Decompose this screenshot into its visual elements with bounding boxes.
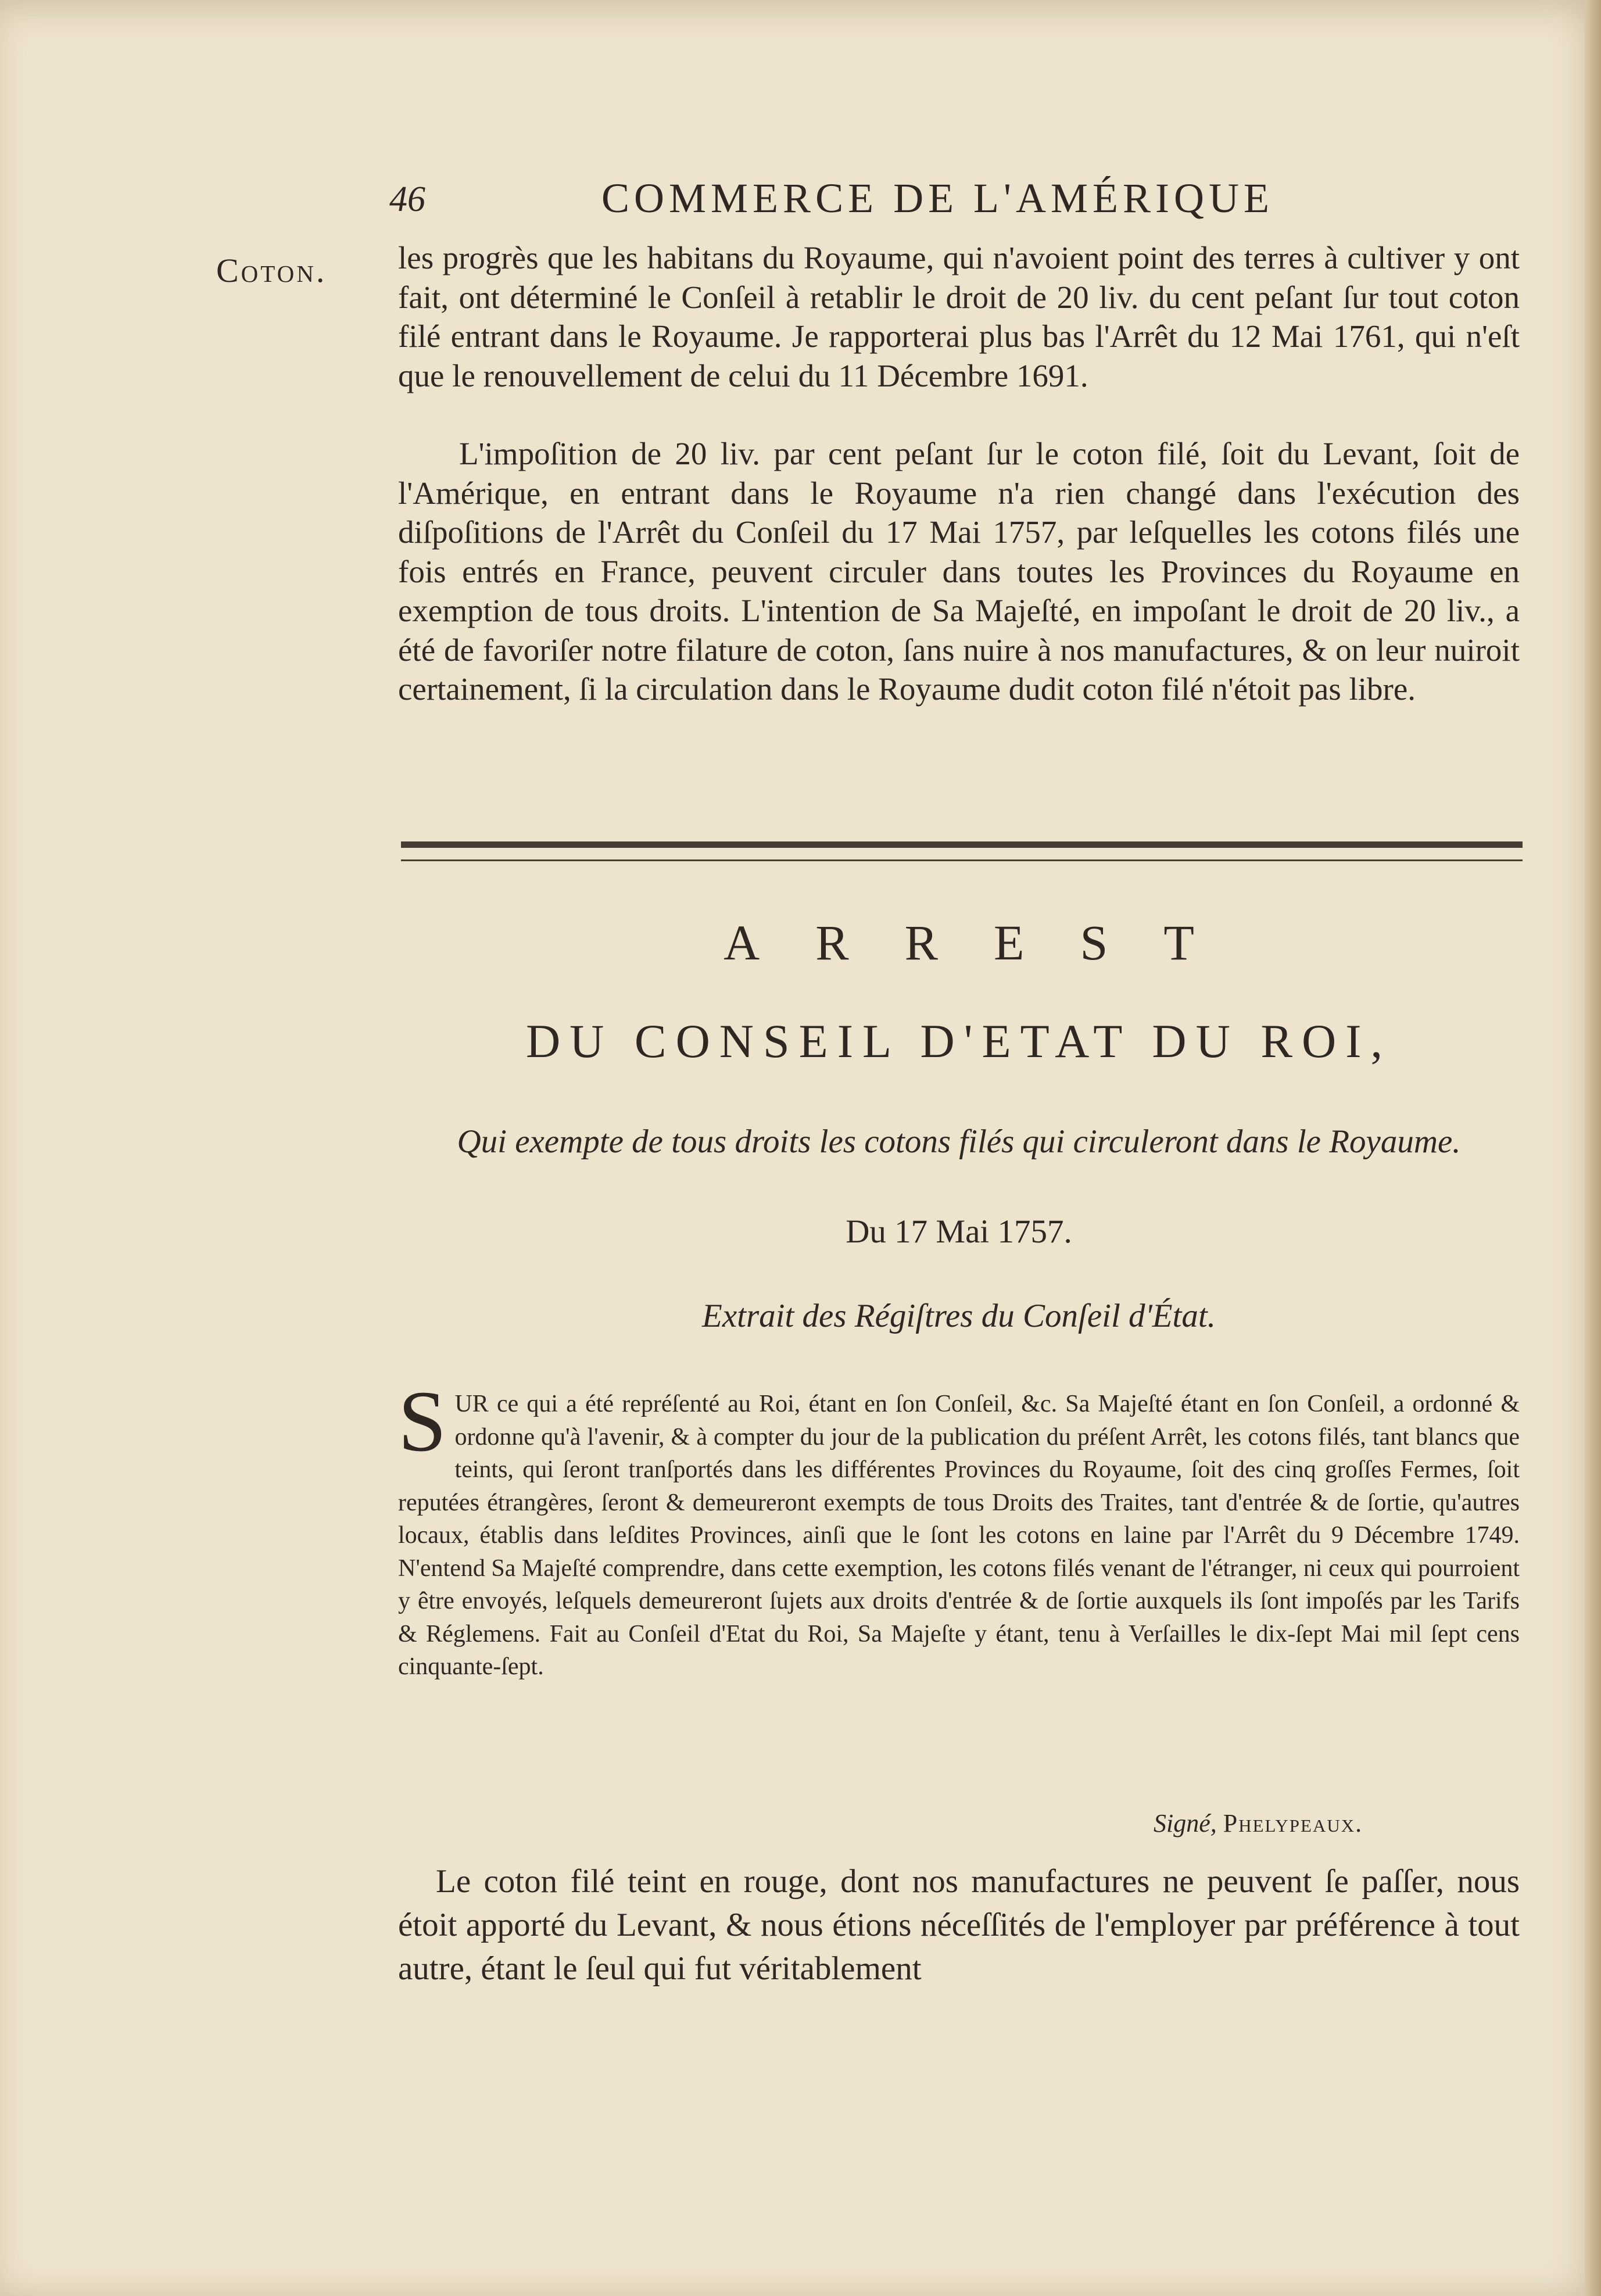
registry-extract: Extrait des Régiſtres du Conſeil d'État. [702,1298,1216,1334]
paragraph-1: les progrès que les habitans du Royaume, qui n'avoient point des terres à cultiver y ont fait, ont déterminé le Conſeil à retablir le droit de 20 liv. du cent peſant ſur tout coton filé entrant dans le Royaume. Je rapporterai plus bas l'Arrêt du 12 Mai 1761, qui n'eſt que le renouvellement de celui du 11 Décembre 1691. [398,240,1520,393]
margin-note: Coton. [216,252,327,289]
running-title: COMMERCE DE L'AMÉRIQUE [601,175,1274,221]
page-header [389,174,1523,227]
signature-name: Phelypeaux. [1223,1809,1363,1837]
signature-label: Signé, [1154,1809,1217,1837]
signature [1154,1808,1363,1838]
paragraph-2: L'impoſition de 20 liv. par cent peſant ſur le coton filé, ſoit du Levant, ſoit de l'Amérique, en entrant dans le Royaume n'a rien changé dans l'exécution des diſpoſitions de l'Arrêt du Conſeil du 17 Mai 1757, par leſquelles les cotons filés une fois entrés en France, peuvent circuler dans toutes les Provinces du Royaume en exemption de tous droits. L'intention de Sa Majeſté, en impoſant le droit de 20 liv., a été de favoriſer notre filature de coton, ſans nuire à nos manufactures, & on leur nuiroit certainement, ſi la circulation dans le Royaume dudit coton filé n'étoit pas libre. [398,436,1520,707]
arrest-subtitle: Qui exempte de tous droits les cotons filés qui circuleront dans le Royaume. [457,1123,1461,1160]
section-divider-thick [401,841,1523,848]
decree-body: UR ce qui a été repréſenté au Roi, étant en ſon Conſeil, &c. Sa Majeſté étant en ſon Conſeil, a ordonné & ordonne qu'à l'avenir, & à compter du jour de la publication du préſent Arrêt, les cotons filés, tant blancs que teints, qui ſeront tranſportés dans les différentes Provinces du Royaume, ſoit des cinq groſſes Fermes, ſoit reputées étrangères, ſeront & demeureront exempts de tous Droits des Traites, tant d'entrée & de ſortie, qu'autres locaux, établis dans leſdites Provinces, ainſi que le ſont les cotons en laine par l'Arrêt du 9 Décembre 1749. N'entend Sa Majeſté comprendre, dans cette exemption, les cotons filés venant de l'étranger, ni ceux qui pourroient y être envoyés, leſquels demeureront ſujets aux droits d'entrée & de ſortie auxquels ils ſont impoſés par les Tarifs & Réglemens. Fait au Conſeil d'Etat du Roi, Sa Majeſte y étant, tenu à Verſailles le dix-ſept Mai mil ſept cens cinquante-ſept. [398,1391,1520,1680]
paragraph-3: Le coton filé teint en rouge, dont nos manufactures ne peuvent ſe paſſer, nous étoit apporté du Levant, & nous étions néceſſités de l'employer par préférence à tout autre, étant le ſeul qui fut véritablement [398,1863,1520,1987]
conseil-title: DU CONSEIL D'ETAT DU ROI, [525,1015,1392,1068]
section-divider-thin [401,859,1523,861]
arrest-date: Du 17 Mai 1757. [846,1213,1072,1250]
decree-text [398,1373,1520,1684]
page-number: 46 [389,180,425,219]
arrest-title: ARREST [724,915,1250,970]
page-edge-shadow [1585,0,1601,2296]
drop-cap-letter: S [398,1373,447,1470]
